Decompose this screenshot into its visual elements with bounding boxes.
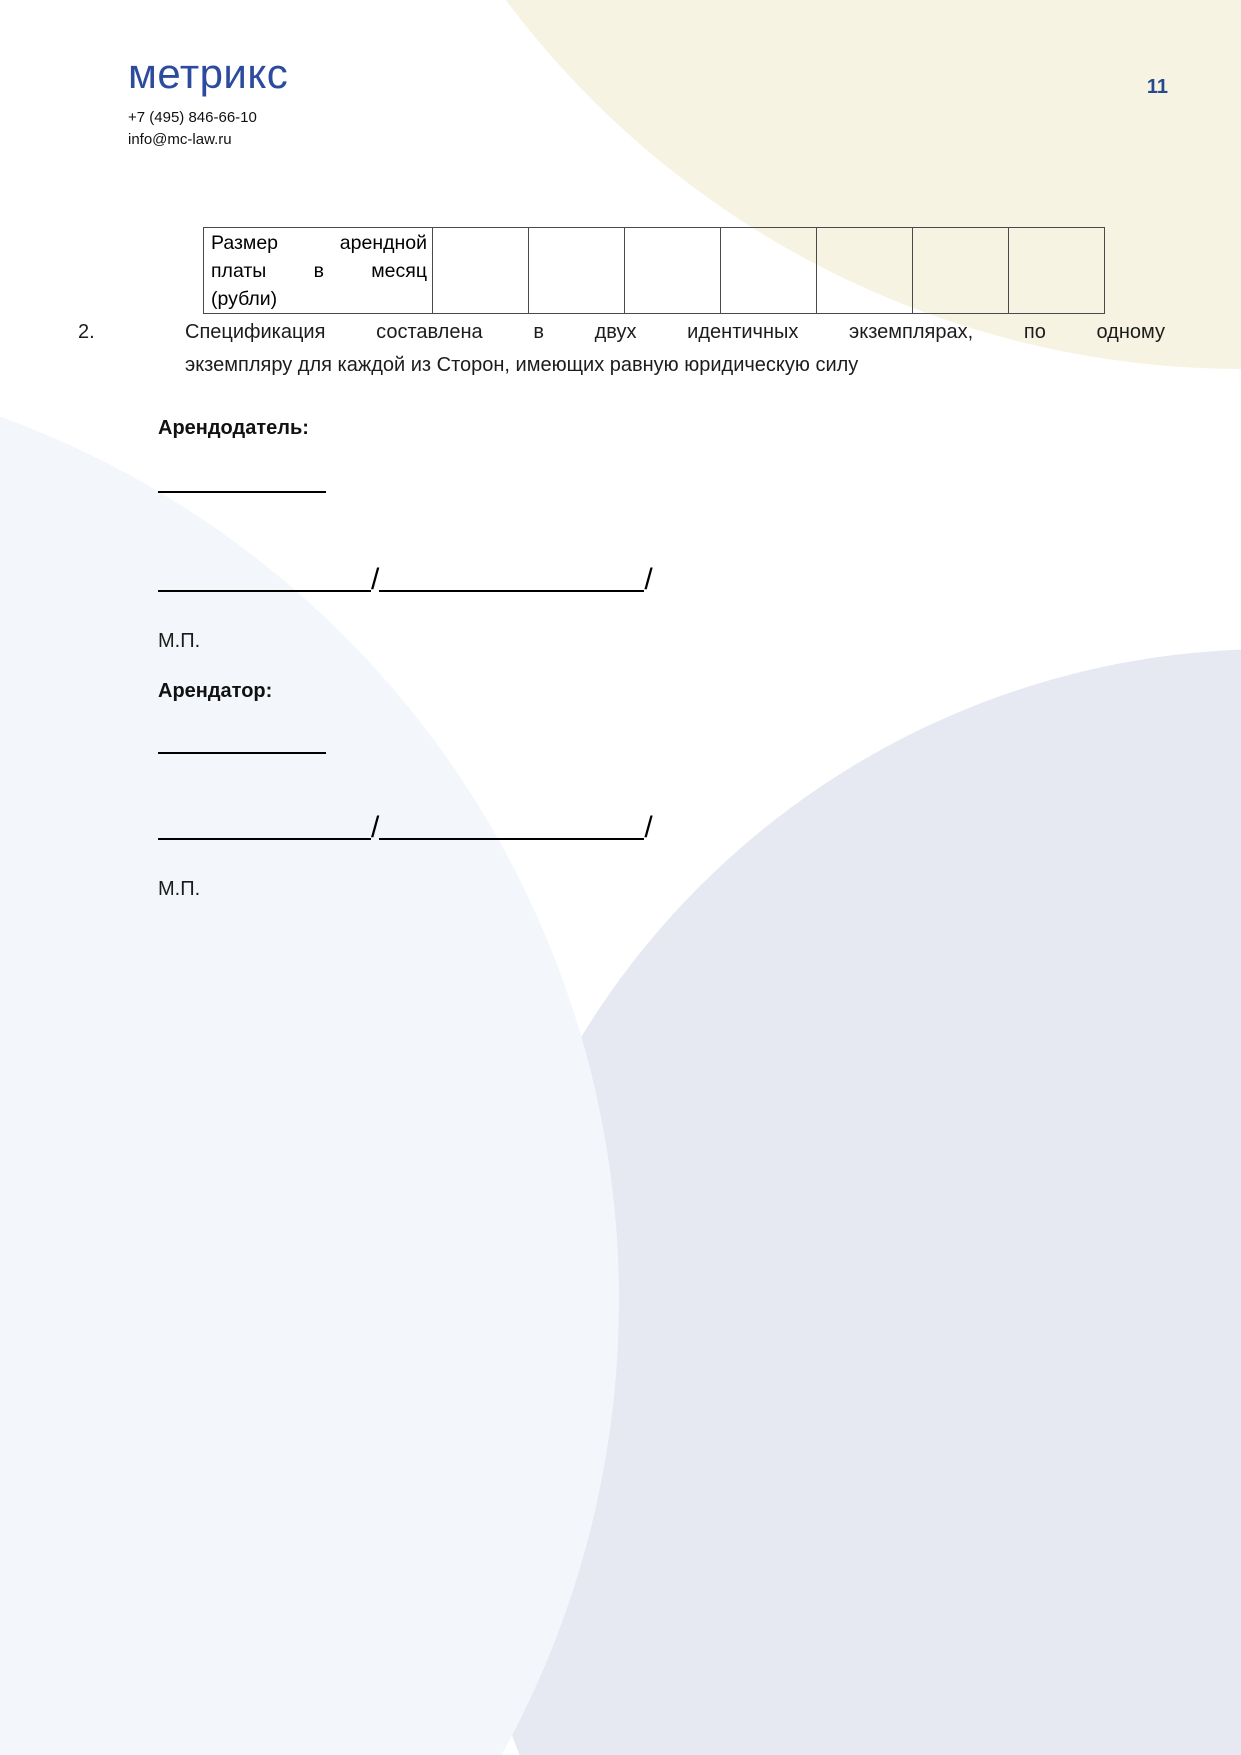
clause-text-line-2: экземпляру для каждой из Сторон, имеющих равную юридическую силу bbox=[185, 354, 859, 376]
phone-number: +7 (495) 846-66-10 bbox=[128, 109, 257, 126]
landlord-title: Арендодатель: bbox=[158, 417, 309, 439]
rent-label-line-2: платы в месяц bbox=[211, 260, 427, 282]
page-number: 11 bbox=[1146, 76, 1168, 98]
rent-table-empty-cell bbox=[1008, 228, 1104, 313]
landlord-blank-field-line bbox=[158, 491, 326, 493]
landlord-stamp-label: М.П. bbox=[158, 630, 201, 652]
rent-label-line-3: (рубли) bbox=[211, 288, 278, 310]
email-address: info@mc-law.ru bbox=[128, 131, 232, 148]
rent-table-empty-cell bbox=[912, 228, 1008, 313]
signature-slash: / bbox=[644, 563, 653, 596]
rent-table-empty-cell bbox=[528, 228, 624, 313]
signature-slash: / bbox=[644, 811, 653, 844]
rent-table-label-cell bbox=[204, 228, 432, 313]
tenant-signature-row bbox=[158, 810, 653, 844]
signature-line-segment bbox=[158, 562, 371, 592]
rent-table-empty-cell bbox=[432, 228, 528, 313]
signature-slash: / bbox=[371, 811, 380, 844]
rent-table-empty-cell bbox=[720, 228, 816, 313]
signature-line-segment bbox=[379, 562, 644, 592]
rent-table-empty-cell bbox=[816, 228, 912, 313]
company-logo: метрикс bbox=[128, 50, 289, 97]
rent-label-line-1: Размер арендной bbox=[211, 232, 427, 254]
signature-slash: / bbox=[371, 563, 380, 596]
tenant-stamp-label: М.П. bbox=[158, 878, 201, 900]
contact-block bbox=[128, 107, 257, 151]
clause-text bbox=[185, 316, 1165, 382]
tenant-blank-field-line bbox=[158, 752, 326, 754]
rent-table-empty-cell bbox=[624, 228, 720, 313]
signature-line-segment bbox=[379, 810, 644, 840]
landlord-signature-row bbox=[158, 562, 653, 596]
tenant-title: Арендатор: bbox=[158, 680, 273, 702]
clause-text-line-1: Спецификация составлена в двух идентичных экземплярах, по одному bbox=[185, 321, 1165, 343]
clause-2 bbox=[78, 316, 1165, 382]
rent-spec-table bbox=[203, 227, 1105, 314]
clause-number: 2. bbox=[78, 321, 95, 343]
signature-line-segment bbox=[158, 810, 371, 840]
